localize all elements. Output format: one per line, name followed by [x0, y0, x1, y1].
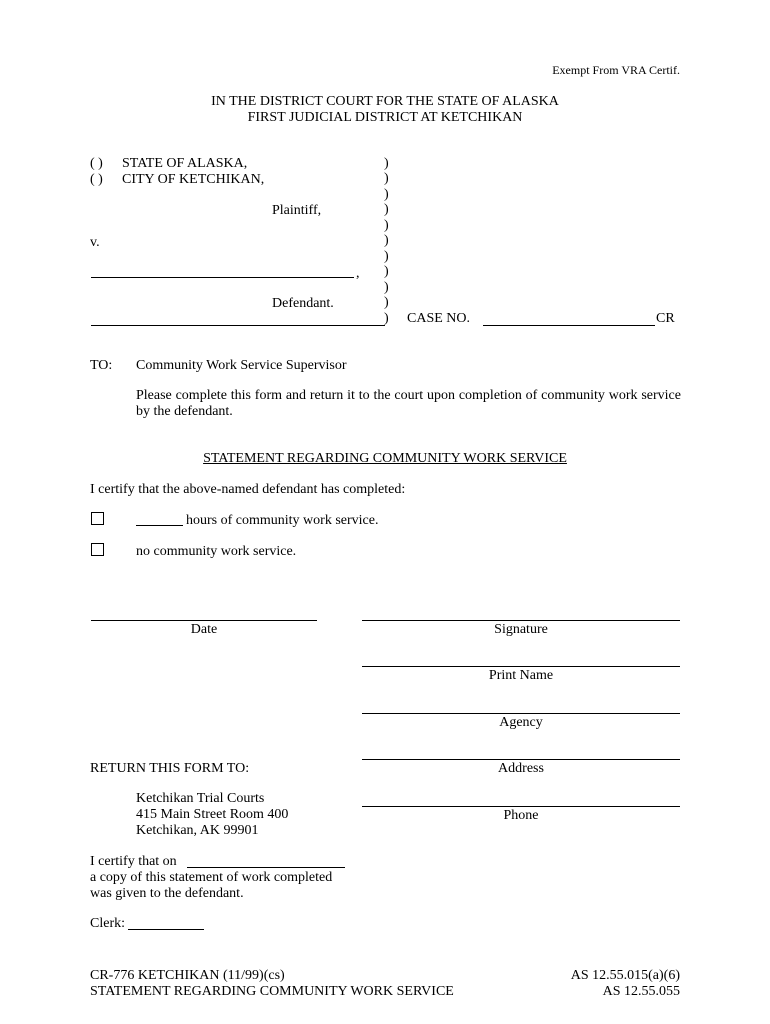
defendant-name-line[interactable] — [91, 277, 354, 278]
clerk-certify-line2: a copy of this statement of work completed — [90, 870, 333, 885]
instruction-text: Please complete this form and return it to the court upon completion of community work service by the defendant. — [136, 388, 681, 419]
certify-text: I certify that the above-named defendant has completed: — [90, 482, 406, 497]
court-title-line2: FIRST JUDICIAL DISTRICT AT KETCHIKAN — [247, 110, 523, 125]
no-service-label: no community work service. — [136, 544, 297, 559]
paren-10: ) — [384, 295, 389, 310]
case-no-suffix: CR — [656, 311, 675, 326]
case-no-field[interactable] — [483, 325, 655, 326]
to-label: TO: — [90, 358, 113, 373]
defendant-comma: , — [356, 266, 360, 281]
plaintiff-checkbox-state[interactable]: ( ) — [90, 156, 103, 171]
footer-statute2: AS 12.55.055 — [602, 984, 680, 999]
print-name-line[interactable] — [362, 666, 680, 667]
paren-8: ) — [384, 264, 389, 279]
paren-11: ) — [384, 311, 389, 326]
defendant-label: Defendant. — [272, 296, 334, 311]
signature-line[interactable] — [362, 620, 680, 621]
agency-line[interactable] — [362, 713, 680, 714]
agency-label: Agency — [499, 715, 543, 730]
footer-form-title: STATEMENT REGARDING COMMUNITY WORK SERVICE — [90, 984, 454, 999]
court-title-line1: IN THE DISTRICT COURT FOR THE STATE OF ALASKA — [211, 94, 559, 109]
hours-field[interactable] — [136, 525, 183, 526]
to-recipient: Community Work Service Supervisor — [136, 358, 347, 373]
paren-5: ) — [384, 218, 389, 233]
no-service-checkbox[interactable] — [91, 543, 104, 556]
plaintiff-option-city: CITY OF KETCHIKAN, — [122, 172, 265, 187]
address-label: Address — [498, 761, 544, 776]
footer-statute1: AS 12.55.015(a)(6) — [570, 968, 680, 983]
footer-form-id: CR-776 KETCHIKAN (11/99)(cs) — [90, 968, 285, 983]
date-label: Date — [190, 622, 218, 637]
return-label: RETURN THIS FORM TO: — [90, 761, 250, 776]
return-address-line3: Ketchikan, AK 99901 — [136, 823, 259, 838]
paren-7: ) — [384, 249, 389, 264]
clerk-date-line[interactable] — [187, 867, 345, 868]
date-line[interactable] — [91, 620, 317, 621]
return-address-line1: Ketchikan Trial Courts — [136, 791, 265, 806]
statement-title: STATEMENT REGARDING COMMUNITY WORK SERVICE — [203, 451, 567, 466]
clerk-label: Clerk: — [90, 916, 125, 931]
paren-3: ) — [384, 187, 389, 202]
paren-6: ) — [384, 233, 389, 248]
paren-1: ) — [384, 156, 389, 171]
exempt-note: Exempt From VRA Certif. — [552, 63, 680, 77]
paren-4: ) — [384, 202, 389, 217]
plaintiff-checkbox-city[interactable]: ( ) — [90, 172, 103, 187]
phone-label: Phone — [503, 808, 539, 823]
phone-line[interactable] — [362, 806, 680, 807]
plaintiff-label: Plaintiff, — [272, 203, 322, 218]
return-address-line2: 415 Main Street Room 400 — [136, 807, 289, 822]
hours-completed-checkbox[interactable] — [91, 512, 104, 525]
paren-2: ) — [384, 171, 389, 186]
clerk-signature-line[interactable] — [128, 929, 204, 930]
paren-9: ) — [384, 280, 389, 295]
case-no-label: CASE NO. — [407, 311, 471, 326]
address-line[interactable] — [362, 759, 680, 760]
versus-label: v. — [90, 235, 100, 250]
plaintiff-option-state: STATE OF ALASKA, — [122, 156, 248, 171]
clerk-certify-line3: was given to the defendant. — [90, 886, 244, 901]
caption-bottom-line — [91, 325, 385, 326]
print-name-label: Print Name — [488, 668, 554, 683]
signature-label: Signature — [494, 622, 548, 637]
clerk-certify-prefix: I certify that on — [90, 854, 177, 869]
hours-option-label: hours of community work service. — [186, 513, 379, 528]
